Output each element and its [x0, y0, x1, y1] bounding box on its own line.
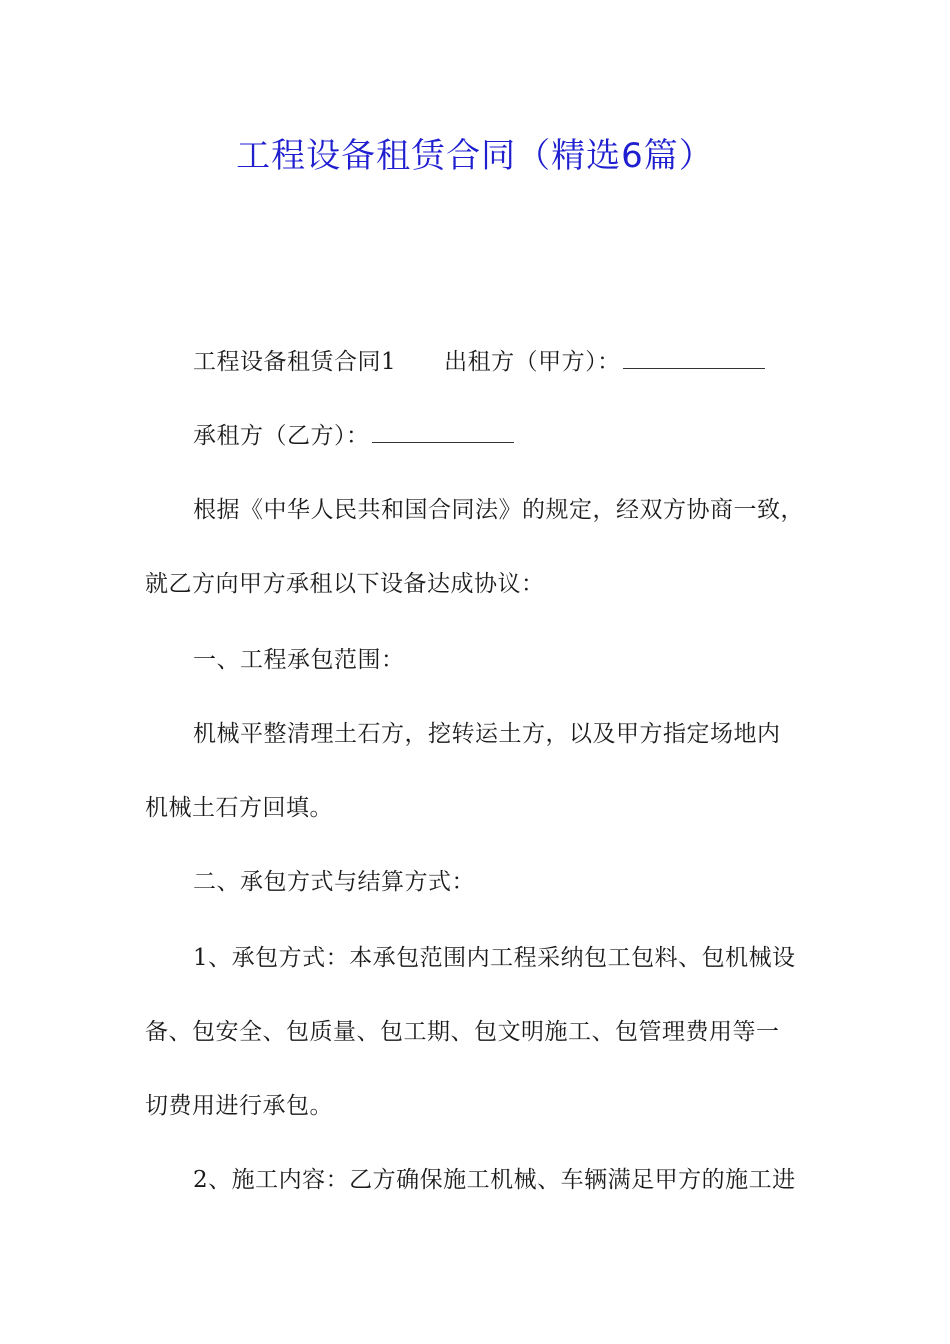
document-title: 工程设备租赁合同（精选6篇） — [236, 136, 714, 176]
header-line — [145, 346, 873, 378]
lessee-line — [145, 420, 873, 452]
paragraph-line: 切费用进行承包。 — [145, 1093, 333, 1119]
paragraph-line: 就乙方向甲方承租以下设备达成协议： — [145, 571, 545, 597]
section-heading: 二、承包方式与结算方式： — [193, 869, 475, 895]
lessor-label: 出租方（甲方）： — [444, 349, 621, 375]
paragraph-line: 2、施工内容：乙方确保施工机械、车辆满足甲方的施工进 — [193, 1167, 796, 1193]
paragraph-line: 备、包安全、包质量、包工期、包文明施工、包管理费用等一 — [145, 1019, 780, 1045]
paragraph-line: 机械土石方回填。 — [145, 795, 333, 821]
lessee-label: 承租方（乙方）： — [193, 423, 370, 449]
paragraph-line: 1、承包方式：本承包范围内工程采纳包工包料、包机械设 — [193, 945, 796, 971]
paragraph-line: 机械平整清理土石方，挖转运土方，以及甲方指定场地内 — [193, 721, 781, 747]
paragraph-line: 根据《中华人民共和国合同法》的规定，经双方协商一致， — [193, 497, 804, 523]
section-heading: 一、工程承包范围： — [193, 647, 405, 673]
lessor-blank-field[interactable] — [623, 348, 765, 369]
lessee-blank-field[interactable] — [372, 422, 514, 443]
contract-name: 工程设备租赁合同1 — [193, 349, 397, 375]
